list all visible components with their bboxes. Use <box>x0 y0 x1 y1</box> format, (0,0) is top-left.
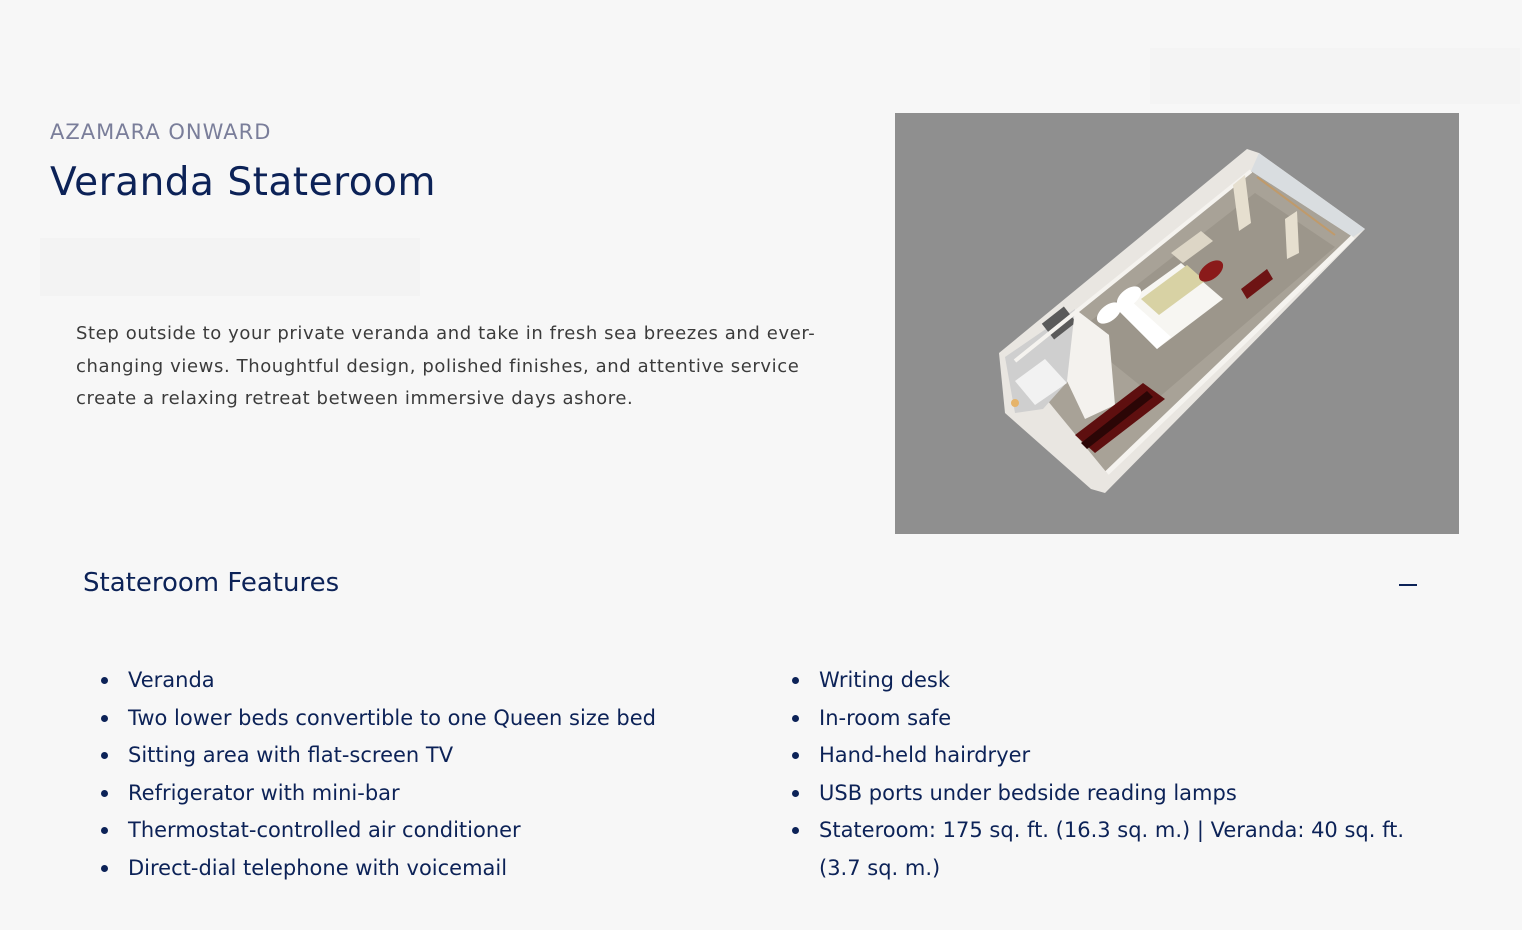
list-item <box>791 812 1431 887</box>
list-item <box>100 775 740 813</box>
bullet-icon <box>101 790 108 797</box>
list-item <box>791 700 1431 738</box>
bullet-icon <box>101 827 108 834</box>
bullet-icon <box>792 827 799 834</box>
list-item <box>100 812 740 850</box>
bullet-icon <box>792 715 799 722</box>
stateroom-image <box>895 113 1459 534</box>
bullet-icon <box>101 715 108 722</box>
feature-label: Writing desk <box>819 668 951 692</box>
feature-label: Refrigerator with mini-bar <box>128 780 400 805</box>
list-item <box>100 737 740 775</box>
placeholder-block <box>1150 48 1520 104</box>
bullet-icon <box>101 677 108 684</box>
bullet-icon <box>792 790 799 797</box>
list-item <box>100 850 740 888</box>
page-title: Veranda Stateroom <box>50 160 436 205</box>
bullet-icon <box>792 677 799 684</box>
list-item <box>791 662 1431 700</box>
list-item <box>791 775 1431 813</box>
feature-label: Hand-held hairdryer <box>819 743 1031 767</box>
list-item <box>100 700 740 738</box>
list-item <box>100 662 740 700</box>
features-list-left <box>100 662 740 887</box>
feature-label: Direct-dial telephone with voicemail <box>128 855 508 880</box>
stateroom-features-toggle[interactable] <box>83 560 1428 610</box>
feature-label: In-room safe <box>819 705 952 730</box>
features-title: Stateroom Features <box>83 568 340 598</box>
ship-name: AZAMARA ONWARD <box>50 120 272 144</box>
feature-label: Two lower beds convertible to one Queen size bed <box>128 705 656 730</box>
features-list-right <box>791 662 1431 887</box>
feature-label: Stateroom: 175 sq. ft. (16.3 sq. m.) | Veranda: 40 sq. ft. (3.7 sq. m.) <box>819 818 1405 880</box>
stateroom-floorplan-render <box>895 113 1459 534</box>
list-item <box>791 737 1431 775</box>
bullet-icon <box>792 752 799 759</box>
feature-label: Thermostat-controlled air conditioner <box>128 818 521 842</box>
minus-icon[interactable] <box>1394 572 1422 600</box>
feature-label: Sitting area with flat-screen TV <box>128 743 454 767</box>
bullet-icon <box>101 752 108 759</box>
stateroom-description: Step outside to your private veranda and take in fresh sea breezes and ever-changing views. Thoughtful design, polished finishes, and attentive service create a relaxing retreat between immersive days ashore. <box>76 323 816 409</box>
bullet-icon <box>101 865 108 872</box>
placeholder-block <box>40 238 420 296</box>
feature-label: USB ports under bedside reading lamps <box>819 780 1237 805</box>
feature-label: Veranda <box>128 668 215 692</box>
